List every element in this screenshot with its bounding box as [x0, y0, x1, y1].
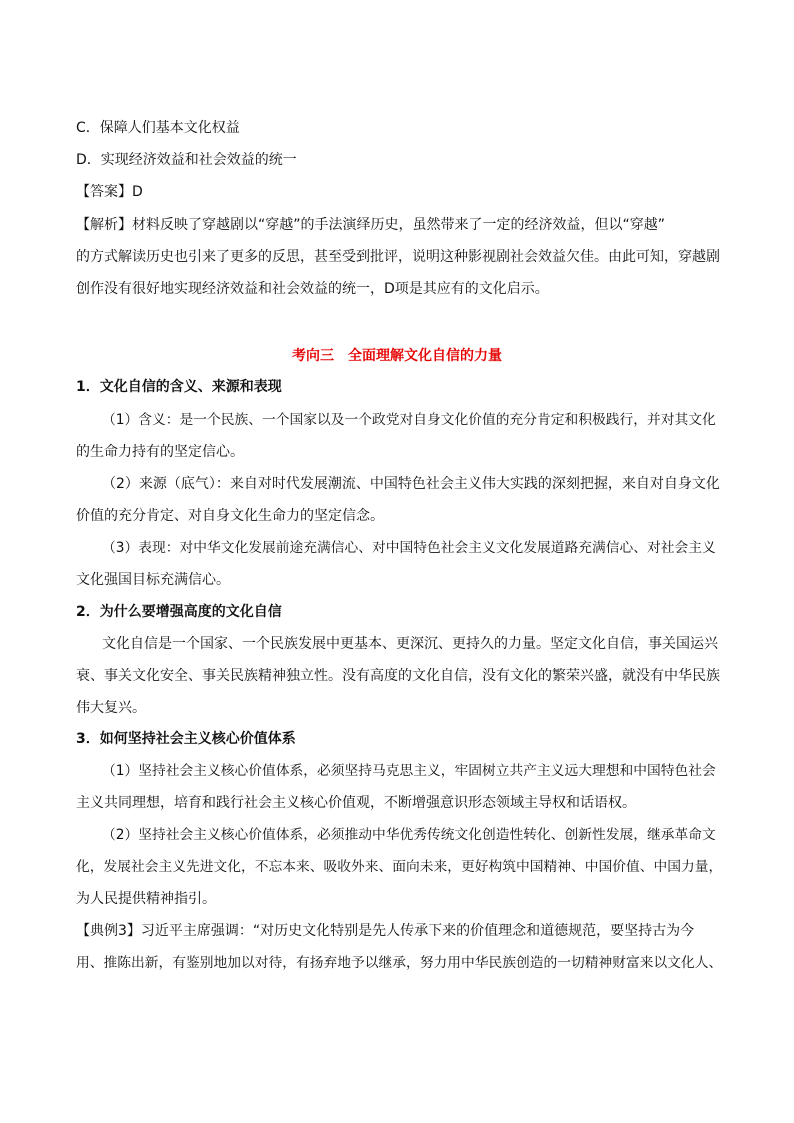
q2-line: 文化自信是一个国家、一个民族发展中更基本、更深沉、更持久的力量。坚定文化自信，事关国运兴	[102, 636, 718, 652]
answer: 【答案】D	[76, 184, 143, 200]
q2-line: 衰、事关文化安全、事关民族精神独立性。没有高度的文化自信，没有文化的繁荣兴盛，就没有中华民族	[76, 668, 720, 684]
q3-line: 为人民提供精神指引。	[76, 891, 216, 907]
q2-line: 伟大复兴。	[76, 700, 146, 716]
q2-title: 2．为什么要增强高度的文化自信	[76, 604, 282, 620]
q3-title: 3．如何坚持社会主义核心价值体系	[76, 731, 296, 747]
q1-line: （1）含义：是一个民族、一个国家以及一个政党对自身文化价值的充分肯定和积极践行，并对其文化	[102, 412, 716, 428]
analysis-line: 【解析】材料反映了穿越剧以“穿越”的手法演绎历史，虽然带来了一定的经济效益，但以“穿越”	[76, 217, 666, 233]
q3-line: （2）坚持社会主义核心价值体系，必须推动中华优秀传统文化创造性转化、创新性发展，继承革命文	[102, 827, 716, 843]
option-d: D．实现经济效益和社会效益的统一	[76, 152, 297, 168]
analysis-line: 的方式解读历史也引来了更多的反思，甚至受到批评，说明这种影视剧社会效益欠佳。由此可知，穿越剧	[76, 249, 720, 265]
q1-line: 价值的充分肯定、对自身文化生命力的坚定信念。	[76, 508, 384, 524]
q3-line: 化，发展社会主义先进文化，不忘本来、吸收外来、面向未来，更好构筑中国精神、中国价值、中国力量，	[76, 859, 723, 875]
q1-line: （2）来源（底气）：来自对时代发展潮流、中国特色社会主义伟大实践的深刻把握，来自对自身文化	[102, 476, 720, 492]
option-c: C．保障人们基本文化权益	[76, 120, 240, 136]
q1-title: 1．文化自信的含义、来源和表现	[76, 379, 282, 395]
q3-line: 主义共同理想，培育和践行社会主义核心价值观，不断增强意识形态领域主导权和话语权。	[76, 795, 636, 811]
q3-line: （1）坚持社会主义核心价值体系，必须坚持马克思主义，牢固树立共产主义远大理想和中国特色社会	[102, 763, 716, 779]
q1-line: 的生命力持有的坚定信心。	[76, 444, 244, 460]
section-title: 考向三 全面理解文化自信的力量	[292, 348, 502, 364]
example-line: 【典例3】习近平主席强调：“对历史文化特别是先人传承下来的价值理念和道德规范，要坚持古为今	[76, 923, 695, 939]
example-line: 用、推陈出新，有鉴别地加以对待，有扬弃地予以继承，努力用中华民族创造的一切精神财富来以文化人、	[76, 955, 723, 971]
analysis-line: 创作没有很好地实现经济效益和社会效益的统一，D项是其应有的文化启示。	[76, 281, 549, 297]
q1-line: （3）表现：对中华文化发展前途充满信心、对中国特色社会主义文化发展道路充满信心、对社会主义	[102, 540, 716, 556]
q1-line: 文化强国目标充满信心。	[76, 572, 230, 588]
